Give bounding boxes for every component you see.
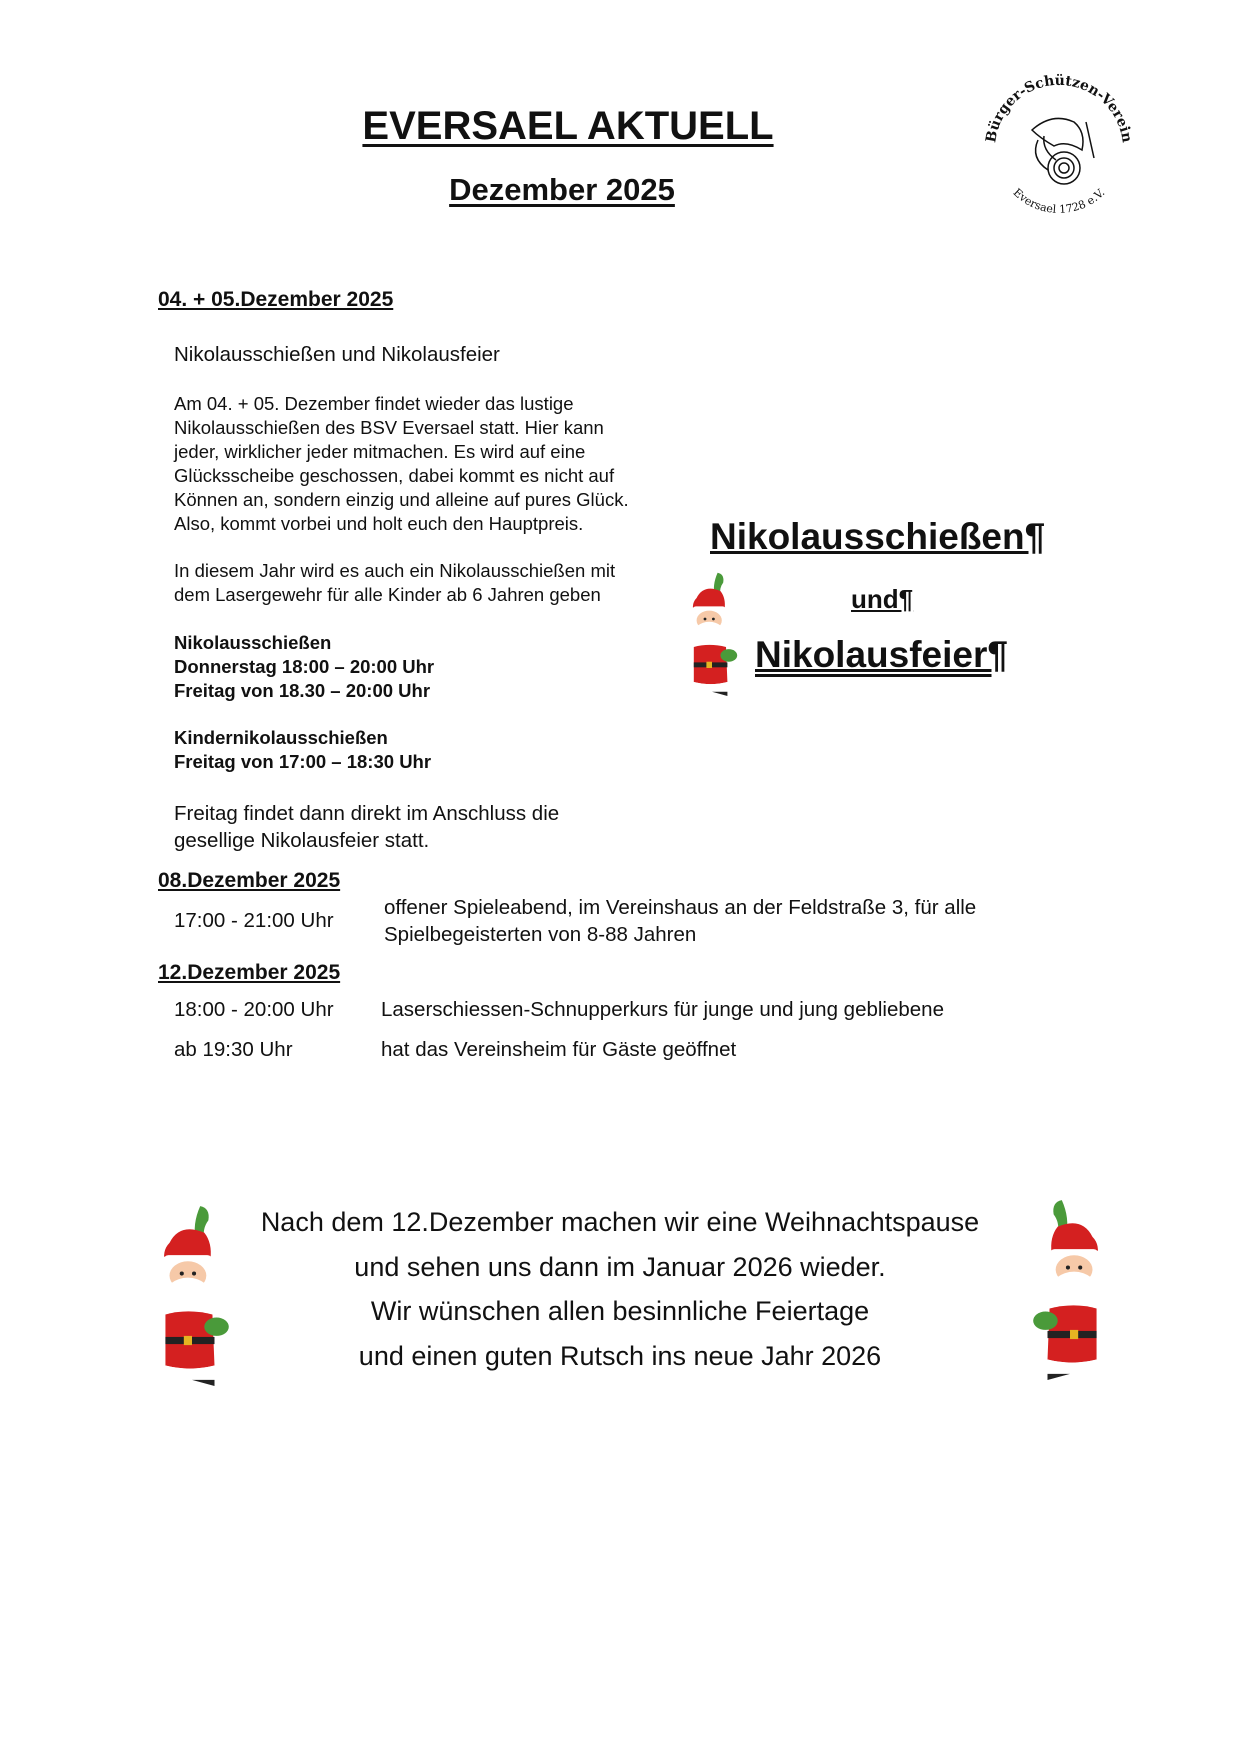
desc-line: offener Spieleabend, im Vereinshaus an der Feldstraße 3, für alle [384, 896, 977, 919]
event1-kids-note: In diesem Jahr wird es auch ein Nikolausschießen mit dem Lasergewehr für alle Kinder ab 6 Jahren geben [174, 560, 616, 605]
desc-line: Spielbegeisterten von 8-88 Jahren [384, 923, 697, 946]
kids-title: Kindernikolausschießen [174, 727, 388, 748]
eagle-target-icon [1032, 118, 1094, 184]
event3-row-time: ab 19:30 Uhr [174, 1038, 293, 1061]
logo-top-text: Bürger-Schützen-Verein [983, 72, 1135, 144]
santa-image [682, 570, 742, 696]
event3-row [158, 1036, 1058, 1076]
banner-line-3: Nikolausfeier¶ [755, 634, 1008, 675]
kids-time: Freitag von 17:00 – 18:30 Uhr [174, 751, 432, 772]
event2-date: 08.Dezember 2025 [158, 869, 341, 892]
message-line: und einen guten Rutsch ins neue Jahr 2026 [358, 1340, 882, 1371]
santa-right-image [1028, 1196, 1112, 1380]
event3-row-time: 18:00 - 20:00 Uhr [174, 998, 334, 1021]
svg-text:Bürger-Schützen-Verein [983, 73, 1135, 144]
event1-headline: Nikolausschießen und Nikolausfeier [174, 343, 500, 366]
club-logo [982, 72, 1136, 226]
schedule-thursday: Donnerstag 18:00 – 20:00 Uhr [174, 656, 435, 677]
event1-description: Am 04. + 05. Dezember findet wieder das lustige Nikolausschießen des BSV Eversael statt. Hier kann jeder, wirklicher jeder mitmachen. Es wird auf eine Glücksscheibe geschossen, dabei kommt es nicht auf Können an, sondern einzig und alleine auf pures Glück. Also, kommt vorbei und holt euch den Hauptpreis. [174, 393, 629, 534]
event2-row [158, 894, 1058, 948]
event3-row-desc: Laserschiessen-Schnupperkurs für junge und jung gebliebene [381, 998, 944, 1021]
event1-closing: Freitag findet dann direkt im Anschluss die gesellige Nikolausfeier statt. [174, 802, 560, 852]
santa-left-image [150, 1202, 234, 1386]
event2-time: 17:00 - 21:00 Uhr [174, 909, 334, 932]
page-title: EVERSAEL AKTUELL [362, 104, 774, 148]
event1-date: 04. + 05.Dezember 2025 [158, 288, 394, 311]
event3-row [158, 996, 1058, 1036]
message-line: Wir wünschen allen besinnliche Feiertage [370, 1296, 870, 1326]
event3-row-desc: hat das Vereinsheim für Gäste geöffnet [381, 1038, 737, 1061]
svg-text:Eversael 1728 e.V. [1011, 186, 1108, 216]
logo-bottom-text: Eversael 1728 e.V. [1010, 185, 1108, 217]
message-line: und sehen uns dann im Januar 2026 wieder. [354, 1251, 886, 1282]
message-line: Nach dem 12.Dezember machen wir eine Weihnachtspause [260, 1207, 980, 1237]
event1-kids-schedule [158, 726, 1058, 774]
event2-description [384, 894, 976, 948]
schedule-title: Nikolausschießen [174, 632, 332, 653]
page-subtitle: Dezember 2025 [449, 172, 675, 207]
events-column [158, 288, 1058, 1076]
banner-line-1: Nikolausschießen¶ [710, 516, 1046, 557]
banner-line-2: und¶ [851, 584, 914, 614]
schedule-friday: Freitag von 18.30 – 20:00 Uhr [174, 680, 431, 701]
holiday-message [190, 1200, 1050, 1378]
event3-date: 12.Dezember 2025 [158, 961, 341, 984]
